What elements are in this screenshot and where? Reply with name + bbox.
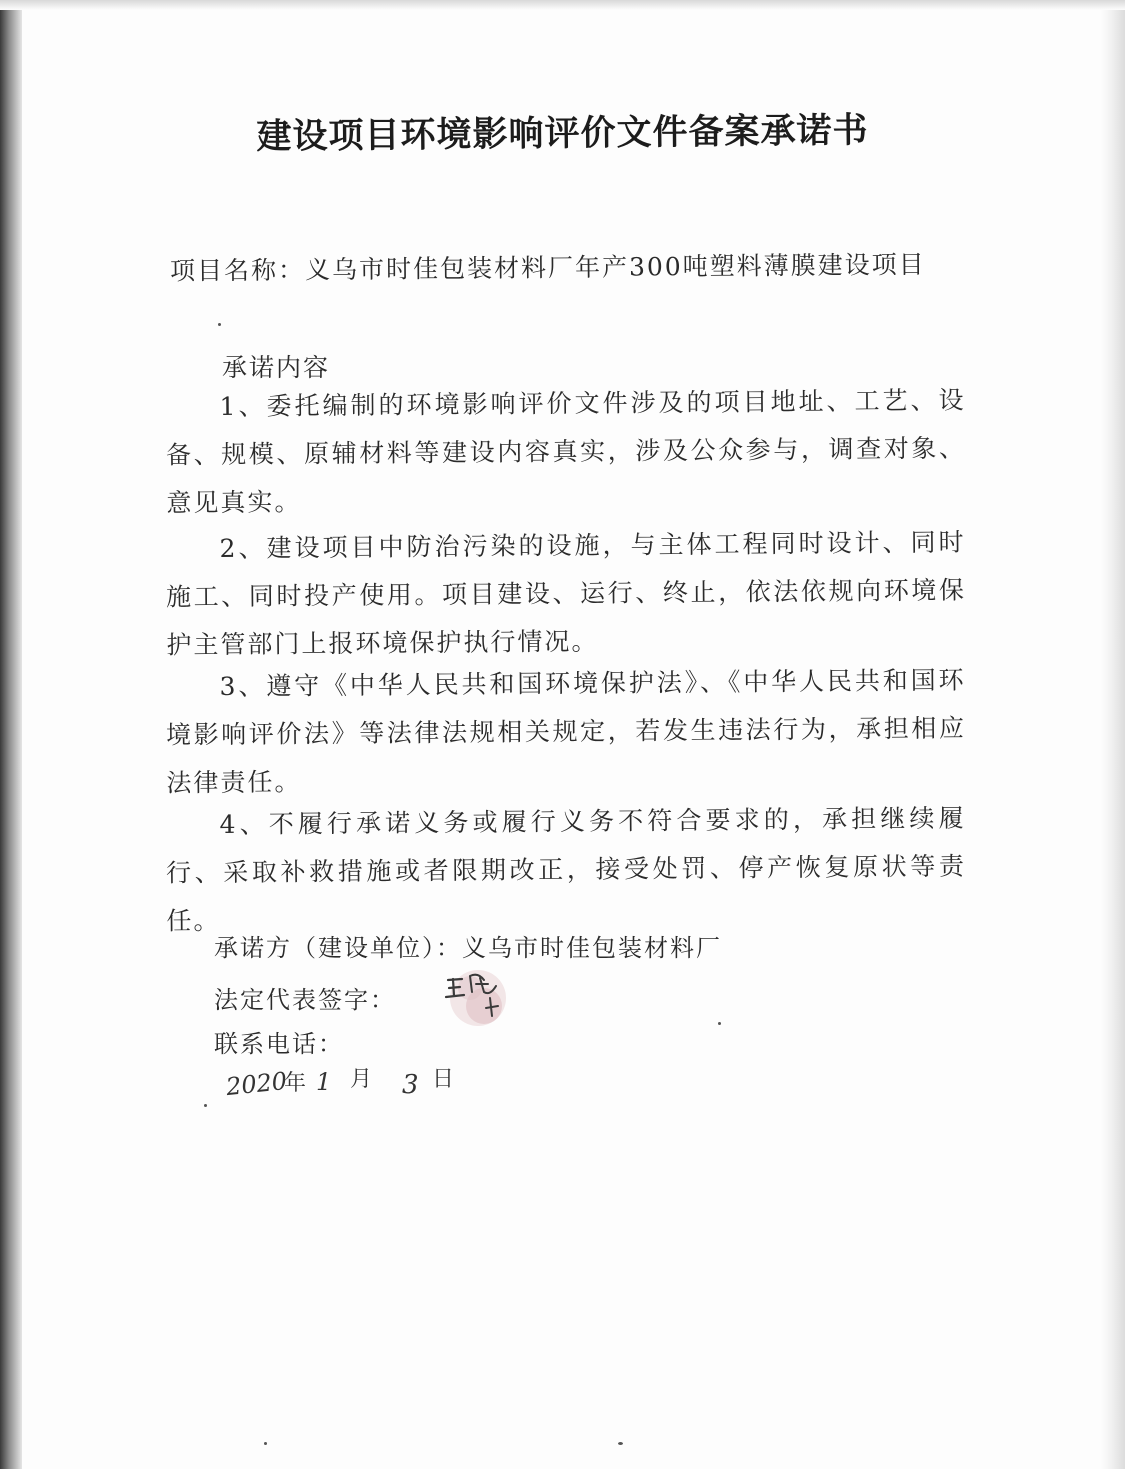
commitment-item-1: 1、委托编制的环境影响评价文件涉及的项目地址、工艺、设备、规模、原辅材料等建设内容真实，涉及公众参与，调查对象、意见真实。 xyxy=(165,385,967,518)
scan-speck xyxy=(264,1442,267,1445)
scan-speck xyxy=(218,323,221,326)
date-month-unit: 月 xyxy=(350,1067,373,1092)
commitment-item-2: 2、建设项目中防治污染的设施，与主体工程同时设计、同时施工、同时投产使用。项目建设、运行、终止，依法依规向环境保护主管部门上报环境保护执行情况。 xyxy=(165,527,967,660)
date-month: 1 xyxy=(316,1068,332,1096)
commitment-item-4: 4、不履行承诺义务或履行义务不符合要求的，承担继续履行、采取补救措施或者限期改正，接受处罚、停产恢复原状等责任。 xyxy=(165,803,967,936)
project-name-line: 项目名称：义乌市时佳包装材料厂年产300吨塑料薄膜建设项目 xyxy=(169,249,926,286)
handwritten-signature-stamp xyxy=(440,962,512,1034)
commitment-item-3: 3、遵守《中华人民共和国环境保护法》、《中华人民共和国环境影响评价法》等法律法规相关规定，若发生违法行为，承担相应法律责任。 xyxy=(165,665,967,798)
scan-edge-top xyxy=(0,0,1125,10)
scan-speck xyxy=(718,1022,721,1025)
date-year: 2020 xyxy=(224,1066,289,1102)
legal-representative-label: 法定代表签字： xyxy=(214,986,396,1014)
scan-edge-right xyxy=(1101,0,1125,1469)
scan-speck xyxy=(618,1442,623,1445)
scan-speck xyxy=(204,1104,207,1107)
scan-edge-left xyxy=(0,0,22,1469)
commitment-heading: 承诺内容 xyxy=(222,353,331,382)
date-year-unit: 年 xyxy=(284,1071,307,1096)
promiser-line: 承诺方（建设单位）：义乌市时佳包装材料厂 xyxy=(214,934,722,962)
date-day-unit: 日 xyxy=(432,1067,455,1092)
document-title: 建设项目环境影响评价文件备案承诺书 xyxy=(256,110,869,158)
phone-label: 联系电话： xyxy=(214,1030,344,1058)
date-day: 3 xyxy=(402,1070,419,1100)
